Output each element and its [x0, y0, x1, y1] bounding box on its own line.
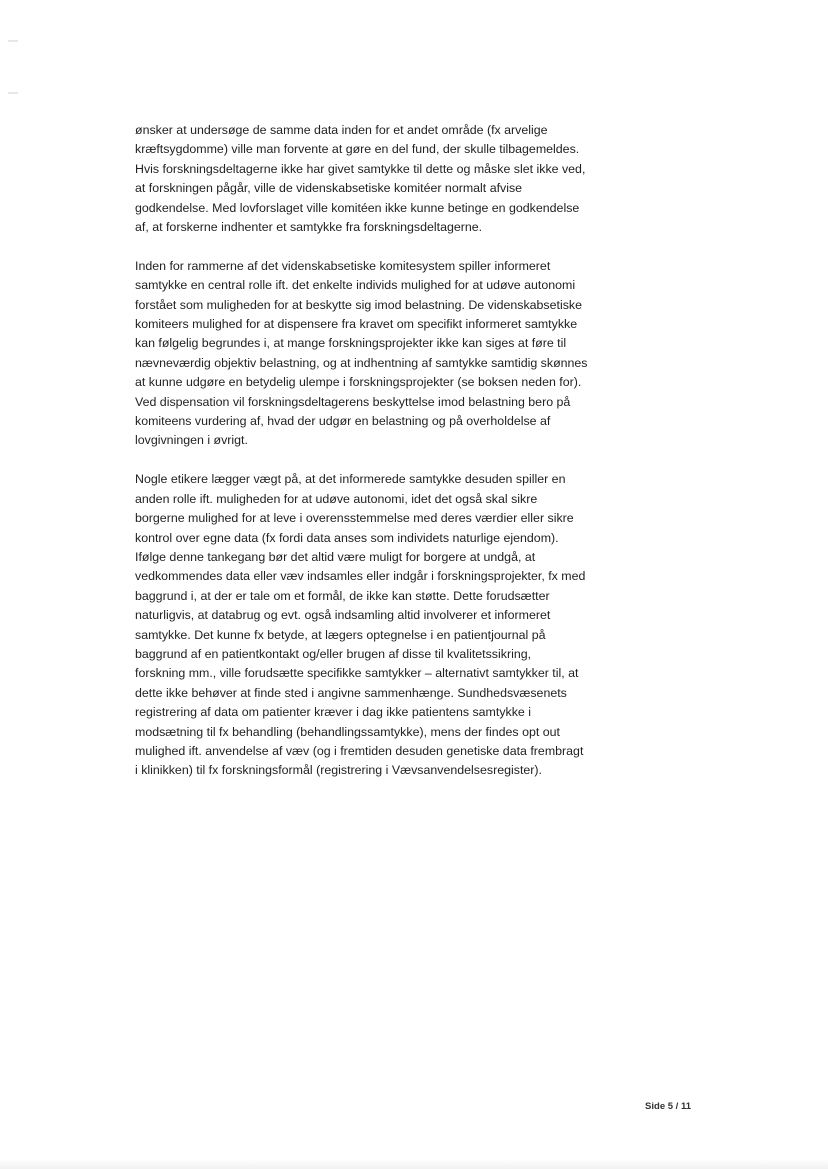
text-line: ønsker at undersøge de samme data inden for et andet område (fx arvelige [135, 123, 548, 137]
text-line: baggrund i, at der er tale om et formål, de ikke kan støtte. Dette forudsætter [135, 588, 550, 603]
text-line: samtykke. Det kunne fx betyde, at lægers optegnelse i en patientjournal på [135, 627, 546, 642]
text-line: Nogle etikere lægger vægt på, at det informerede samtykke desuden spiller en [135, 472, 566, 487]
text-line: vedkommendes data eller væv indsamles eller indgår i forskningsprojekter, fx med [135, 569, 586, 584]
text-line: lovgivningen i øvrigt. [135, 433, 248, 448]
scan-bottom-edge [0, 1159, 828, 1169]
text-line: forstået som muligheden for at beskytte sig imod belastning. De videnskabsetiske [135, 297, 582, 312]
text-line: mulighed ift. anvendelse af væv (og i fremtiden desuden genetiske data frembragt [135, 743, 584, 758]
text-line: forskning mm., ville forudsætte specifikke samtykker – alternativt samtykker til, at [135, 666, 579, 681]
text-line: Hvis forskningsdeltagerne ikke har givet samtykke til dette og måske slet ikke ved, [135, 161, 586, 176]
text-line: dette ikke behøver at finde sted i angivne sammenhænge. Sundhedsvæsenets [135, 685, 567, 700]
text-line: komiteers mulighed for at dispensere fra kravet om specifikt informeret samtykke [135, 317, 578, 332]
scan-artifact [8, 92, 18, 94]
text-line: Ifølge denne tankegang bør det altid være muligt for borgere at undgå, at [135, 549, 536, 564]
text-line: nævneværdig objektiv belastning, og at indhentning af samtykke samtidig skønnes [135, 355, 588, 370]
text-line: registrering af data om patienter kræver i dag ikke patientens samtykke i [135, 705, 531, 720]
text-line: modsætning til fx behandling (behandlingssamtykke), mens der findes opt out [135, 724, 560, 739]
paragraph-2 [135, 257, 655, 451]
text-line: Ved dispensation vil forskningsdeltagerens beskyttelse imod belastning bero på [135, 394, 571, 409]
text-line: samtykke en central rolle ift. det enkelte individs mulighed for at udøve autonomi [135, 278, 576, 293]
text-line: af, at forskerne indhenter et samtykke fra forskningsdeltagerne. [135, 220, 483, 235]
text-line: Inden for rammerne af det videnskabsetiske komitesystem spiller informeret [135, 258, 551, 273]
text-line: naturligvis, at databrug og evt. også indsamling altid involverer et informeret [135, 608, 551, 623]
text-line: kræftsygdomme) ville man forvente at gøre en del fund, der skulle tilbagemeldes. [135, 142, 580, 157]
paragraph-1 [135, 121, 655, 237]
text-line: i klinikken) til fx forskningsformål (registrering i Vævsanvendelsesregister). [135, 763, 542, 778]
text-line: komiteens vurdering af, hvad der udgør en belastning og på overholdelse af [135, 414, 551, 429]
page-number: Side 5 / 11 [645, 1101, 691, 1112]
body-text [135, 121, 655, 800]
text-line: baggrund af en patientkontakt og/eller brugen af disse til kvalitetssikring, [135, 646, 532, 661]
text-line: at kunne udgøre en betydelig ulempe i forskningsprojekter (se boksen neden for). [135, 375, 582, 390]
text-line: kan følgelig begrundes i, at mange forskningsprojekter ikke kan siges at føre til [135, 336, 567, 351]
scan-artifact [8, 40, 18, 42]
text-line: kontrol over egne data (fx fordi data anses som individets naturlige ejendom). [135, 530, 559, 545]
text-line: anden rolle ift. muligheden for at udøve autonomi, idet det også skal sikre [135, 491, 538, 506]
paragraph-3 [135, 470, 655, 781]
text-line: godkendelse. Med lovforslaget ville komitéen ikke kunne betinge en godkendelse [135, 200, 580, 215]
text-line: at forskningen pågår, ville de videnskabsetiske komitéer normalt afvise [135, 181, 523, 196]
text-line: borgerne mulighed for at leve i overensstemmelse med deres værdier eller sikre [135, 511, 574, 526]
